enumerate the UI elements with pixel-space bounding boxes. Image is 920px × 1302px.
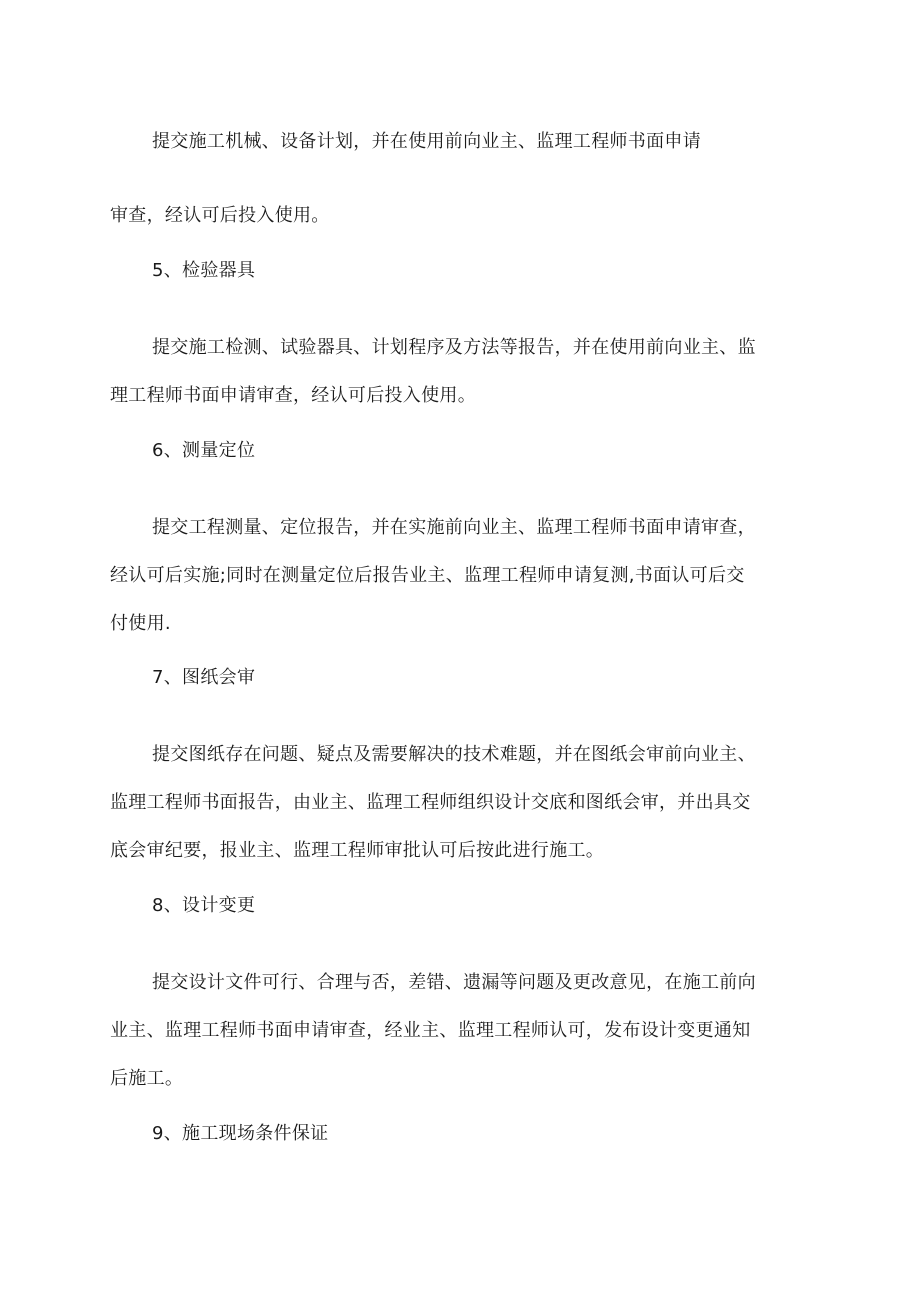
paragraph-7-line-3: 底会审纪要，报业主、监理工程师审批认可后按此进行施工。 (110, 840, 605, 861)
paragraph-machinery-line-1: 提交施工机械、设备计划，并在使用前向业主、监理工程师书面申请 (152, 131, 701, 152)
paragraph-5-line-1: 提交施工检测、试验器具、计划程序及方法等报告，并在使用前向业主、监 (152, 337, 756, 358)
section-heading-8: 8、设计变更 (152, 895, 256, 916)
paragraph-8-line-3: 后施工。 (110, 1068, 184, 1089)
paragraph-7-line-2: 监理工程师书面报告，由业主、监理工程师组织设计交底和图纸会审，并出具交 (110, 792, 751, 813)
paragraph-8-line-2: 业主、监理工程师书面申请审查，经业主、监理工程师认可，发布设计变更通知 (110, 1020, 751, 1041)
section-heading-5: 5、检验器具 (152, 260, 256, 281)
section-heading-7: 7、图纸会审 (152, 667, 256, 688)
paragraph-6-line-3: 付使用. (110, 613, 171, 634)
section-heading-6: 6、测量定位 (152, 440, 256, 461)
paragraph-machinery-line-2: 审查，经认可后投入使用。 (110, 205, 330, 226)
paragraph-7-line-1: 提交图纸存在问题、疑点及需要解决的技术难题，并在图纸会审前向业主、 (152, 744, 756, 765)
paragraph-6-line-1: 提交工程测量、定位报告，并在实施前向业主、监理工程师书面申请审查， (152, 517, 756, 538)
paragraph-8-line-1: 提交设计文件可行、合理与否，差错、遗漏等问题及更改意见，在施工前向 (152, 972, 756, 993)
paragraph-5-line-2: 理工程师书面申请审查，经认可后投入使用。 (110, 385, 476, 406)
section-heading-9: 9、施工现场条件保证 (152, 1123, 329, 1144)
paragraph-6-line-2: 经认可后实施;同时在测量定位后报告业主、监理工程师申请复测,书面认可后交 (110, 565, 745, 586)
